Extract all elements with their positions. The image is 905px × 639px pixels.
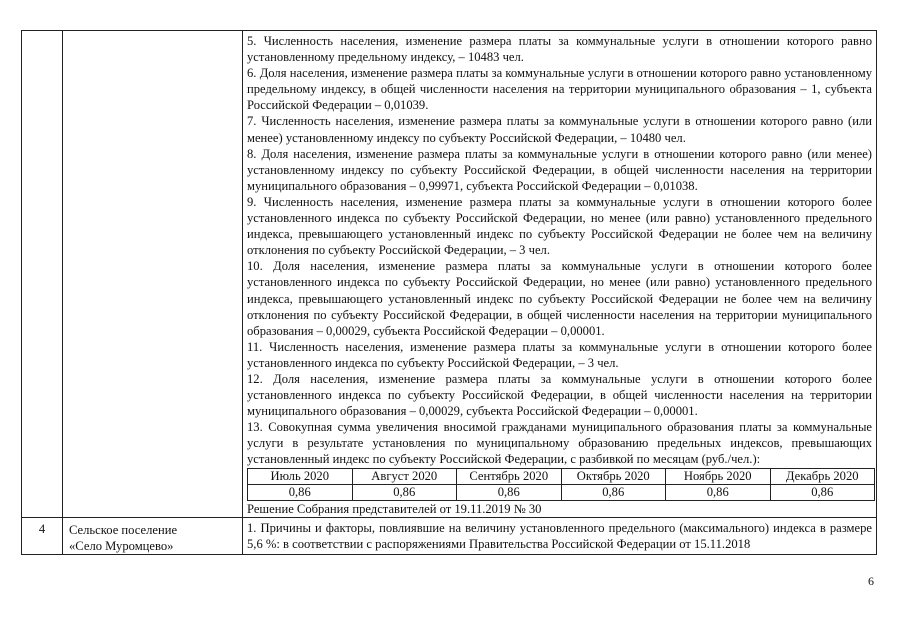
- month-header: Август 2020: [352, 468, 457, 484]
- row-number-cell-empty: [22, 31, 63, 518]
- month-value: 0,86: [561, 484, 666, 500]
- indicators-cell: [243, 31, 877, 518]
- row4-text-cell: [243, 517, 877, 554]
- month-header: Ноябрь 2020: [666, 468, 771, 484]
- month-header: Июль 2020: [248, 468, 353, 484]
- paragraph-10: 10. Доля населения, изменение размера платы за коммунальные услуги в отношении которого более установленного индекса по субъекту Российской Федерации, но менее (или равно) установленного предельного индекса, превышающего установленный индекс по субъекту Российской Федерации не более чем на величину отклонения по субъекту Российской Федерации, в общей численности населения на территории муниципального образования – 0,00029, субъекта Российской Федерации – 0,00001.: [247, 259, 872, 338]
- month-header: Октябрь 2020: [561, 468, 666, 484]
- months-value-row: [248, 484, 875, 500]
- paragraph-7: 7. Численность населения, изменение размера платы за коммунальные услуги в отношении которого равно (или менее) установленному индексу по субъекту Российской Федерации, – 10480 чел.: [247, 114, 872, 145]
- municipality-name-cell: [63, 517, 243, 554]
- month-value: 0,86: [457, 484, 562, 500]
- monthly-increase-table: [247, 468, 875, 501]
- table-row-continuation: [22, 31, 877, 518]
- month-value: 0,86: [770, 484, 875, 500]
- page-number: 6: [868, 574, 874, 588]
- month-value: 0,86: [248, 484, 353, 500]
- month-value: 0,86: [666, 484, 771, 500]
- paragraph-11: 11. Численность населения, изменение размера платы за коммунальные услуги в отношении которого более установленного индекса по субъекту Российской Федерации, – 3 чел.: [247, 339, 872, 370]
- paragraph-5: 5. Численность населения, изменение размера платы за коммунальные услуги в отношении которого равно установленному предельному индексу, – 10483 чел.: [247, 34, 872, 65]
- row-number-cell: 4: [22, 517, 63, 554]
- paragraph-12: 12. Доля населения, изменение размера платы за коммунальные услуги в отношении которого более установленного индекса по субъекту Российской Федерации, в общей численности населения на территории муниципального образования – 0,00029, субъекта Российской Федерации – 0,00001.: [247, 371, 872, 419]
- row4-paragraph-1: 1. Причины и факторы, повлиявшие на величину установленного предельного (максимального) индекса в размере 5,6 %: в соответствии с распоряжениями Правительства Российской Федерации от 15.11.2018: [247, 520, 872, 551]
- paragraph-8: 8. Доля населения, изменение размера платы за коммунальные услуги в отношении которого равно (или менее) установленному индексу по субъекту Российской Федерации, в общей численности населения на территории муниципального образования – 0,99971, субъекта Российской Федерации – 0,01038.: [247, 146, 872, 193]
- paragraph-9: 9. Численность населения, изменение размера платы за коммунальные услуги в отношении которого более установленного индекса по субъекту Российской Федерации, но менее (или равно) установленного предельного индекса, превышающего установленный индекс по субъекту Российской Федерации не более чем на величину отклонения по субъекту Российской Федерации, – 3 чел.: [247, 194, 872, 258]
- paragraph-6: 6. Доля населения, изменение размера платы за коммунальные услуги в отношении которого равно установленному предельному индексу, в общей численности населения на территории муниципального образования – 1, субъекта Российской Федерации – 0,01039.: [247, 66, 872, 113]
- month-value: 0,86: [352, 484, 457, 500]
- decision-reference: Решение Собрания представителей от 19.11.2019 № 30: [247, 501, 542, 516]
- municipality-name-line1: Сельское поселение: [69, 522, 178, 537]
- municipal-index-table: [21, 30, 877, 555]
- paragraph-13: 13. Совокупная сумма увеличения вносимой гражданами муниципального образования платы за коммунальные услуги в результате установления по муниципальному образованию предельных индексов, превышающих установленный индекс по субъекту Российской Федерации, с разбивкой по месяцам (руб./чел.):: [247, 420, 872, 467]
- months-header-row: [248, 468, 875, 484]
- municipality-name-line2: «Село Муромцево»: [69, 538, 174, 553]
- month-header: Сентябрь 2020: [457, 468, 562, 484]
- municipality-cell-empty: [63, 31, 243, 518]
- month-header: Декабрь 2020: [770, 468, 875, 484]
- table-row-4: [22, 517, 877, 554]
